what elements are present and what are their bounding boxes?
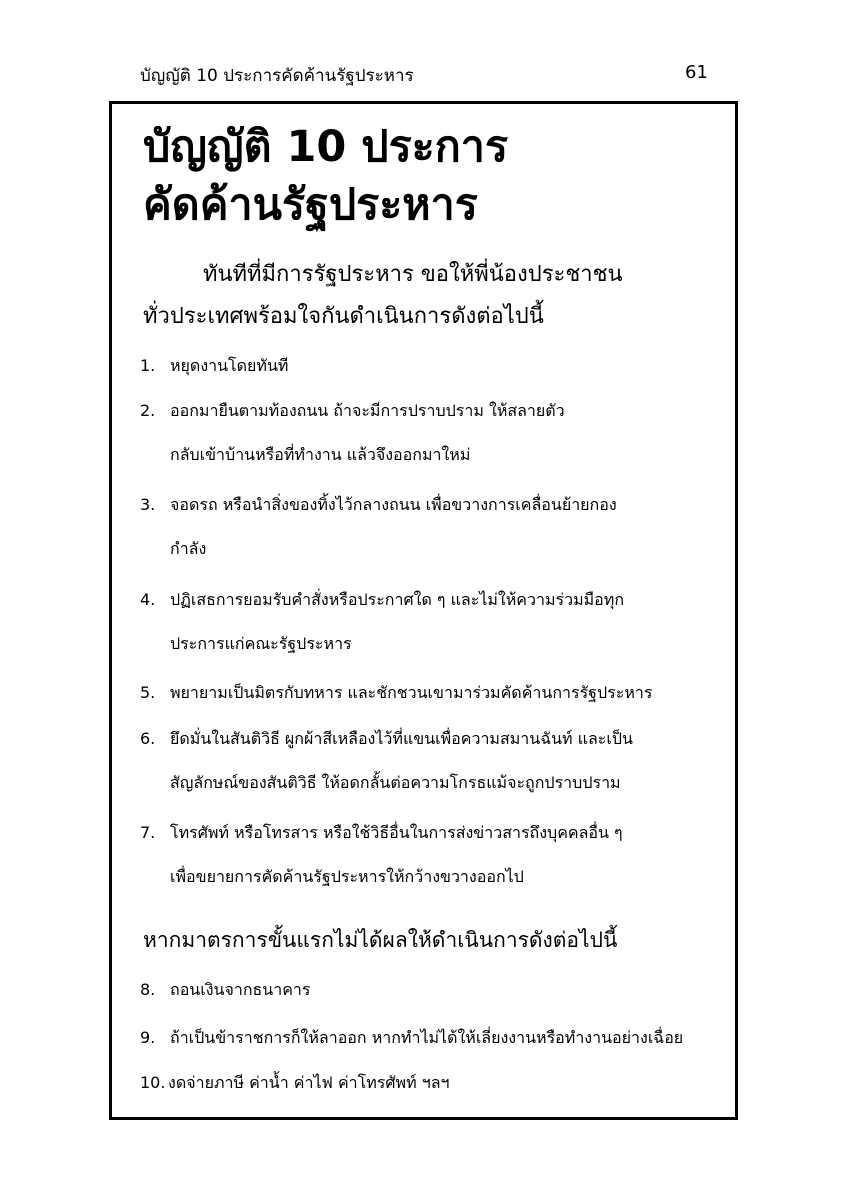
page-title-line-2: คัดค้านรัฐประหาร: [143, 180, 478, 230]
list-item-text-continued: สัญลักษณ์ของสันติวิธี ให้อดกลั้นต่อความโกรธแม้จะถูกปราบปราม: [170, 773, 621, 792]
list-item-9: [140, 1016, 720, 1060]
list-item-4: [140, 578, 720, 666]
list-item-number: 2.: [140, 401, 156, 420]
list-item-10: [140, 1061, 720, 1105]
list-item-text: ยึดมั่นในสันติวิธี ผูกผ้าสีเหลืองไว้ที่แขนเพื่อความสมานฉันท์ และเป็น: [170, 729, 633, 748]
list-item-7: [140, 811, 720, 899]
list-item-text: ปฏิเสธการยอมรับคำสั่งหรือประกาศใด ๆ และไม่ให้ความร่วมมือทุก: [170, 590, 624, 609]
list-item-text: ถอนเงินจากธนาคาร: [170, 980, 311, 999]
page-number: 61: [685, 62, 708, 83]
section-subheading: หากมาตรการขั้นแรกไม่ได้ผลให้ดำเนินการดังต่อไปนี้: [143, 928, 618, 952]
list-item-text: หยุดงานโดยทันที: [170, 356, 289, 375]
list-item-1: [140, 344, 720, 388]
list-item-number: 5.: [140, 683, 156, 702]
list-item-text-continued: กำลัง: [170, 539, 207, 558]
list-item-5: [140, 671, 720, 715]
list-item-number: 7.: [140, 823, 156, 842]
list-item-number: 10.: [140, 1073, 166, 1092]
list-item-text-continued: กลับเข้าบ้านหรือที่ทำงาน แล้วจึงออกมาใหม่: [170, 445, 471, 464]
list-item-number: 4.: [140, 590, 156, 609]
list-item-number: 6.: [140, 729, 156, 748]
page-title: [143, 118, 508, 234]
list-item-6: [140, 717, 720, 805]
list-item-text: จอดรถ หรือนำสิ่งของทิ้งไว้กลางถนน เพื่อขวางการเคลื่อนย้ายกอง: [170, 495, 617, 514]
list-item-text: ออกมายืนตามท้องถนน ถ้าจะมีการปราบปราม ให้สลายตัว: [170, 401, 565, 420]
list-item-number: 9.: [140, 1028, 156, 1047]
list-item-text: พยายามเป็นมิตรกับทหาร และชักชวนเขามาร่วมคัดค้านการรัฐประหาร: [170, 683, 653, 702]
list-item-text: ถ้าเป็นข้าราชการก็ให้ลาออก หากทำไม่ได้ให้เลี่ยงงานหรือทำงานอย่างเฉื่อย: [170, 1028, 684, 1047]
list-item-text-continued: ประการแก่คณะรัฐประหาร: [170, 634, 352, 653]
list-item-2: [140, 389, 720, 477]
list-item-number: 3.: [140, 495, 156, 514]
list-item-8: [140, 968, 720, 1012]
list-item-number: 1.: [140, 356, 156, 375]
list-item-3: [140, 483, 720, 571]
intro-paragraph: [143, 254, 718, 338]
intro-line-1: ทันทีที่มีการรัฐประหาร ขอให้พี่น้องประชาชน: [203, 262, 623, 287]
list-item-text-continued: เพื่อขยายการคัดค้านรัฐประหารให้กว้างขวางออกไป: [170, 867, 524, 886]
list-item-number: 8.: [140, 980, 156, 999]
running-header: บัญญัติ 10 ประการคัดค้านรัฐประหาร: [140, 66, 414, 86]
list-item-text: งดจ่ายภาษี ค่าน้ำ ค่าไฟ ค่าโทรศัพท์ ฯลฯ: [168, 1073, 450, 1092]
page-title-line-1: บัญญัติ 10 ประการ: [143, 122, 509, 172]
intro-line-2: ทั่วประเทศพร้อมใจกันดำเนินการดังต่อไปนี้: [143, 304, 544, 329]
list-item-text: โทรศัพท์ หรือโทรสาร หรือใช้วิธีอื่นในการส่งข่าวสารถึงบุคคลอื่น ๆ: [170, 823, 623, 842]
